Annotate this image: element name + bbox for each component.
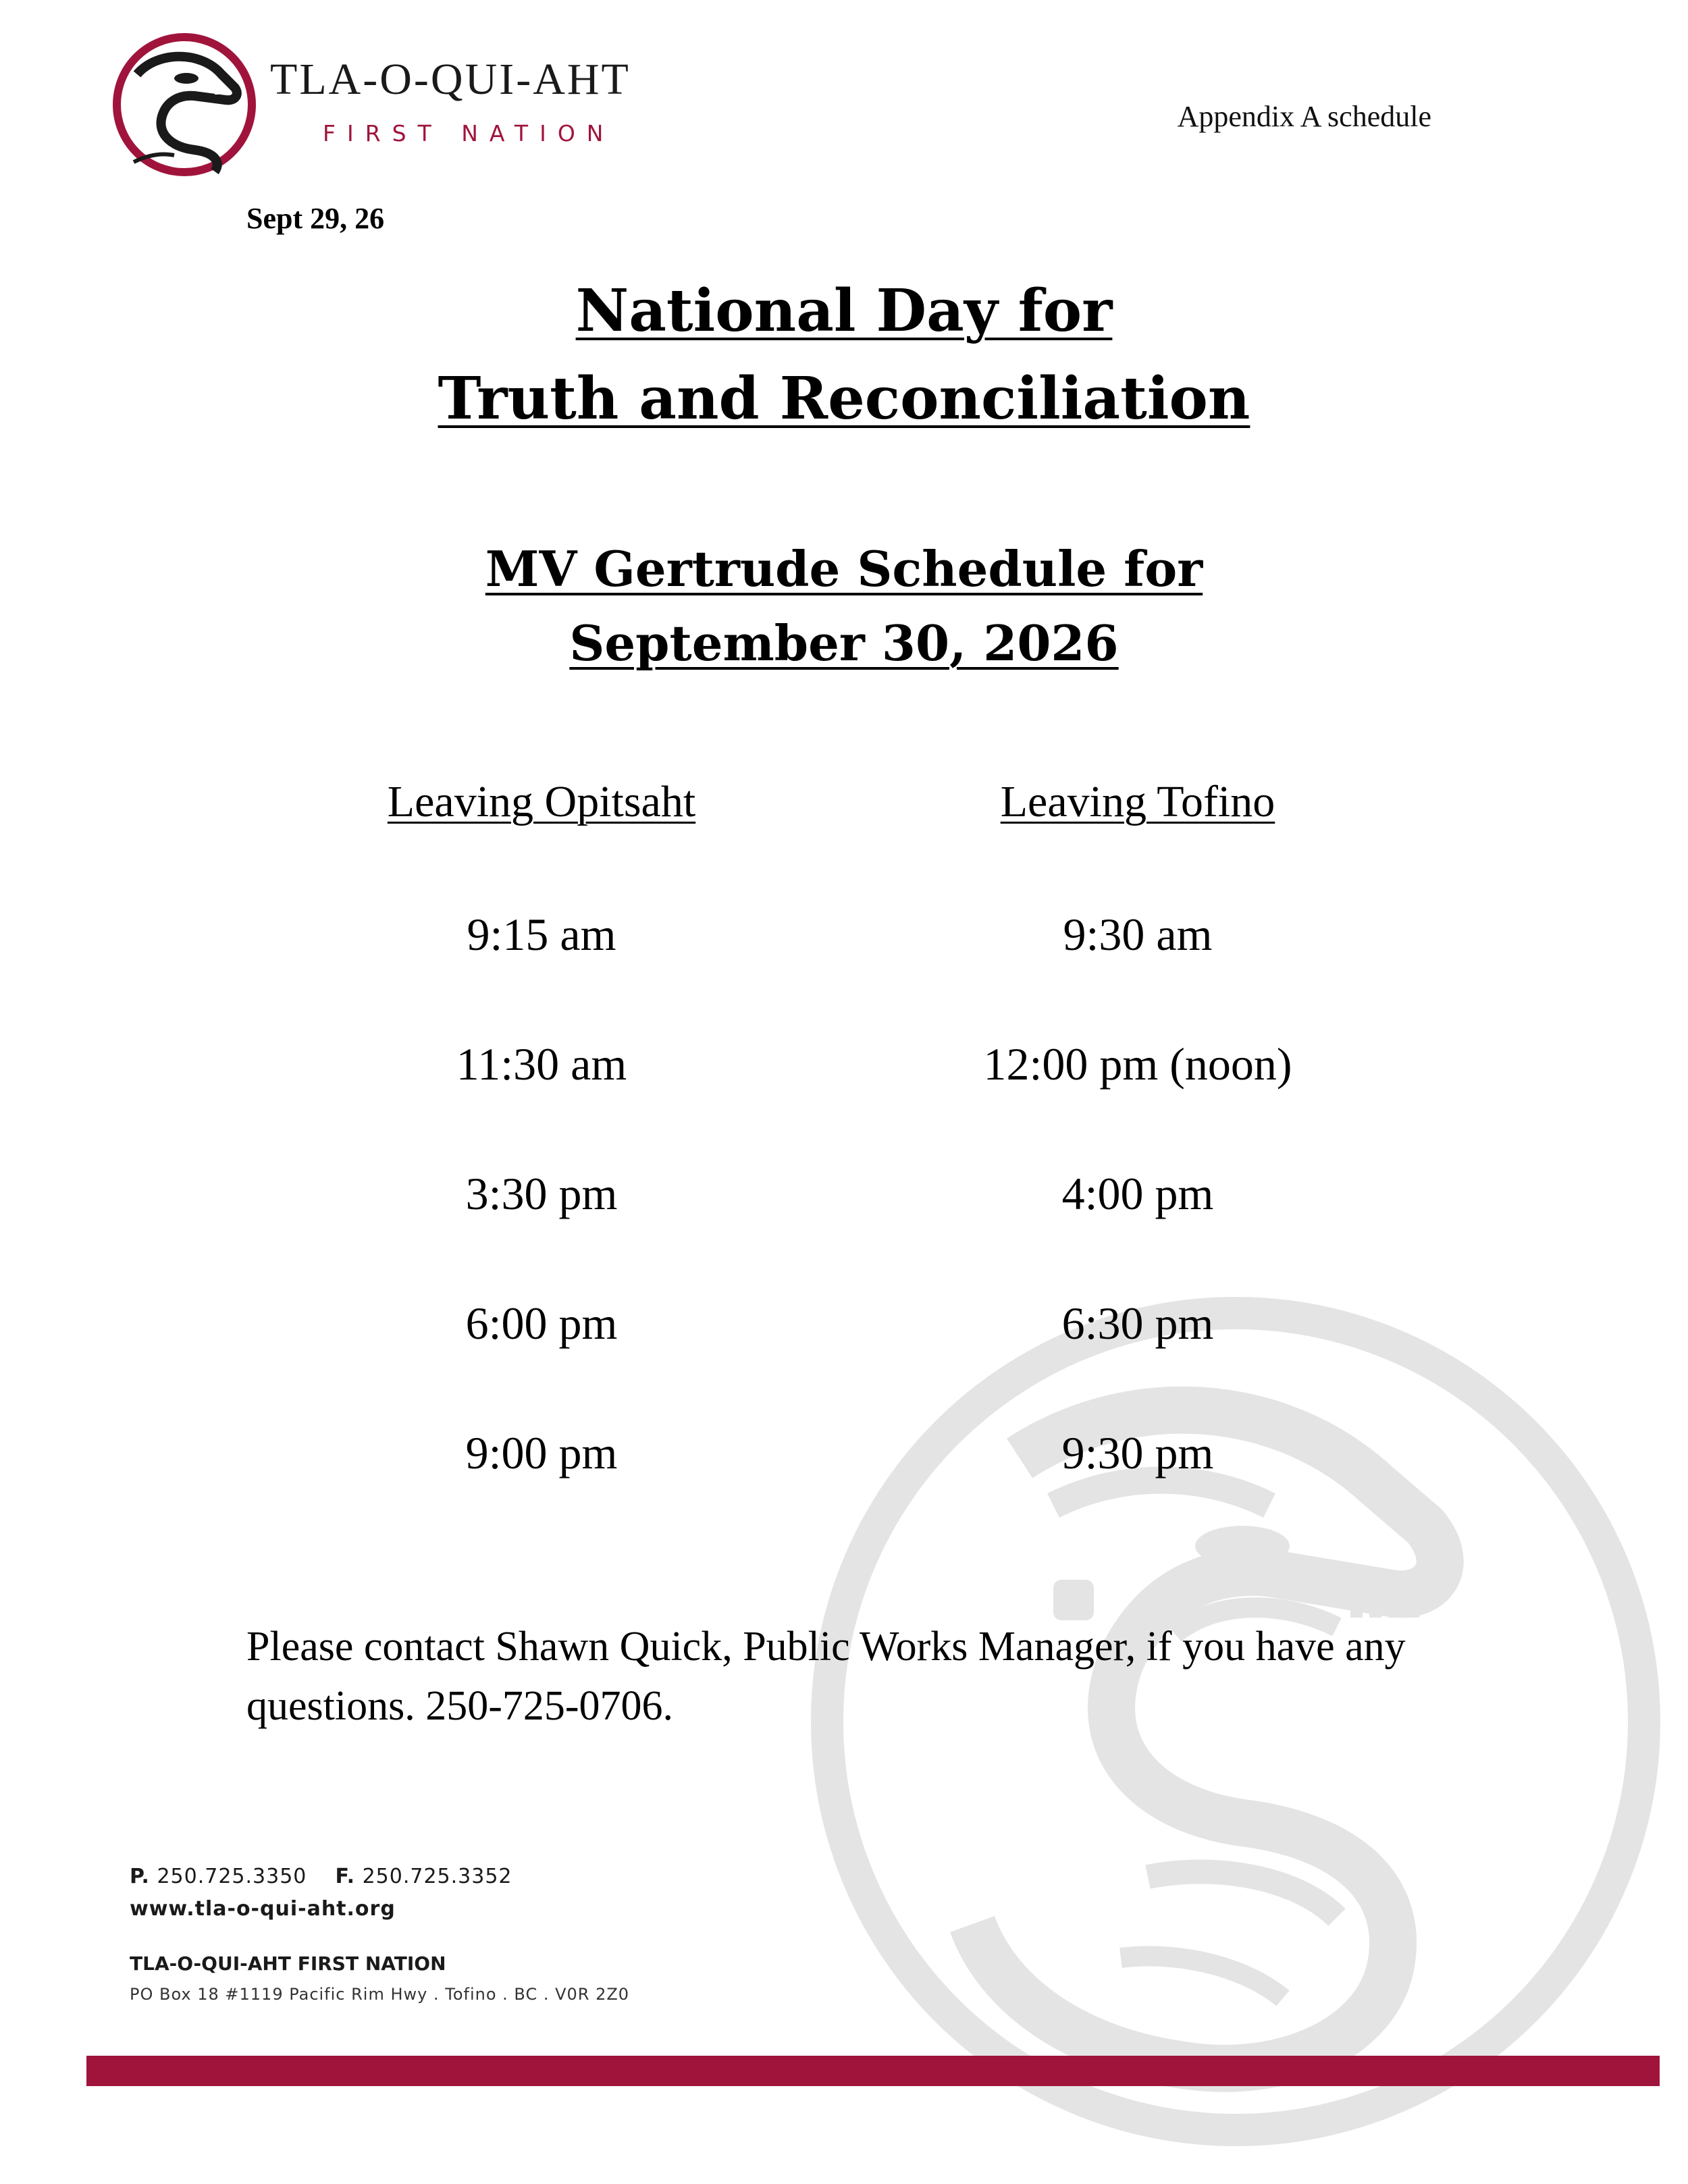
footer-phone-fax [130,1865,512,1888]
column-header-opitsaht: Leaving Opitsaht [387,777,696,826]
opitsaht-departure-time: 9:15 am [467,909,616,960]
phone-prefix: P. [130,1865,150,1888]
title-line-2: Truth and Reconciliation [438,365,1250,433]
tofino-departure-time: 9:30 pm [1061,1427,1214,1479]
fax-number: 250.725.3352 [362,1865,512,1888]
opitsaht-departure-time: 9:00 pm [465,1427,618,1479]
tofino-departure-time: 9:30 am [1063,909,1213,960]
footer-divider-bar [86,2056,1660,2086]
org-subtitle: FIRST NATION [323,120,615,147]
document-date: Sept 29, 26 [246,202,385,235]
fax-prefix: F. [335,1865,356,1888]
org-name: TLA-O-QUI-AHT [270,55,631,104]
appendix-label: Appendix A schedule [1177,100,1431,133]
footer-address: PO Box 18 #1119 Pacific Rim Hwy . Tofino . BC . V0R 2Z0 [130,1985,630,2004]
title-line-1: National Day for [575,277,1113,345]
subtitle-line-1: MV Gertrude Schedule for [485,540,1203,597]
website-link[interactable]: www.tla-o-qui-aht.org [130,1897,396,1921]
opitsaht-departure-time: 3:30 pm [465,1168,618,1219]
subtitle-line-2: September 30, 2026 [569,614,1119,672]
column-header-tofino: Leaving Tofino [1000,777,1275,826]
phone-number: 250.725.3350 [157,1865,307,1888]
opitsaht-departure-time: 6:00 pm [465,1298,618,1349]
tofino-departure-time: 4:00 pm [1061,1168,1214,1219]
tofino-departure-time: 6:30 pm [1061,1298,1214,1349]
footer-org-name: TLA-O-QUI-AHT FIRST NATION [130,1952,446,1975]
contact-note: Please contact Shawn Quick, Public Works Manager, if you have any questions. 250-725-0706. [246,1624,1406,1729]
tofino-departure-time: 12:00 pm (noon) [983,1038,1292,1090]
serpent-emblem-icon [107,27,262,182]
opitsaht-departure-time: 11:30 am [456,1038,627,1090]
